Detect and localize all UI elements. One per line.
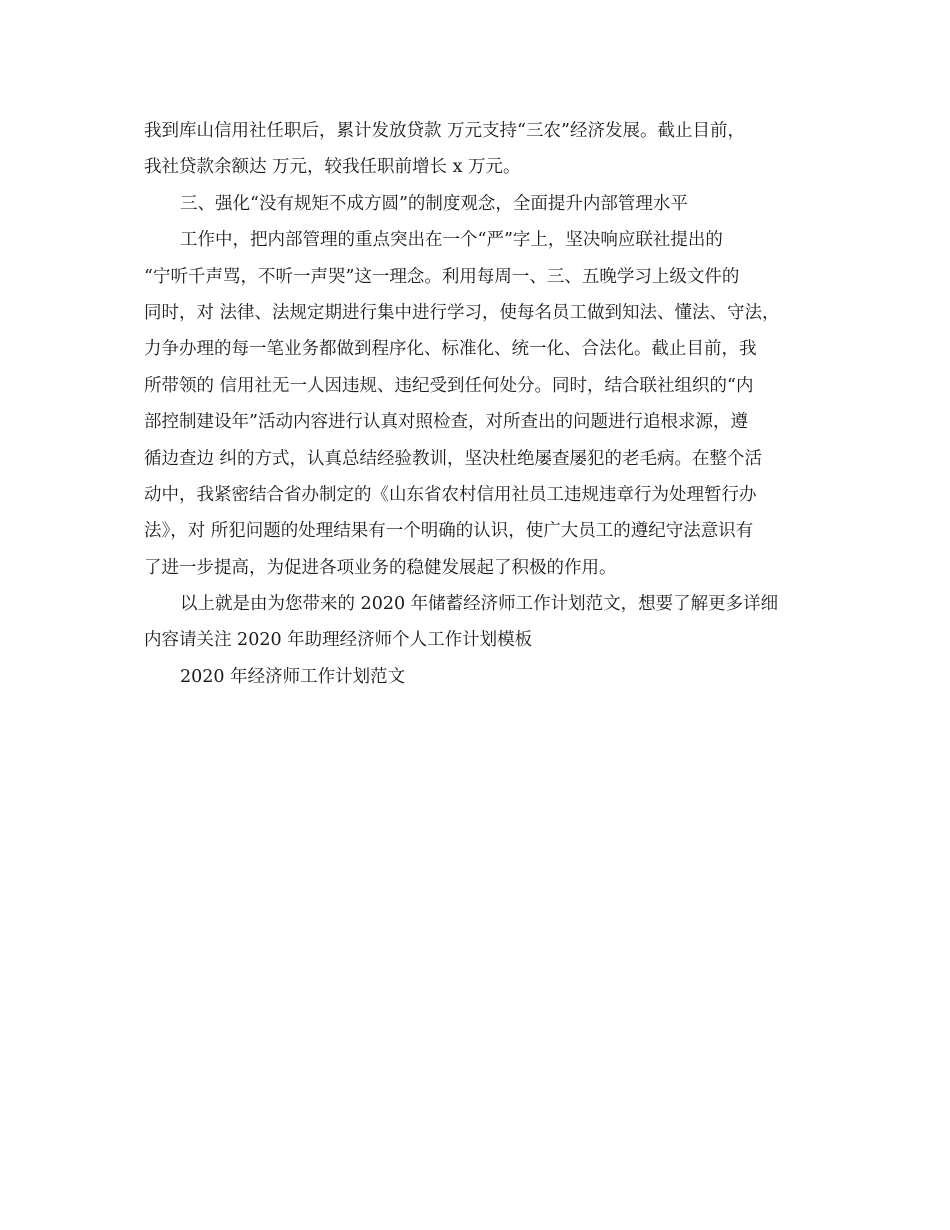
- closing-text-line: 内容请关注 2020 年助理经济师个人工作计划模板: [144, 630, 533, 651]
- body-text-line: 所带领的 信用社无一人因违规、违纪受到任何处分。同时，结合联社组织的“内: [144, 375, 754, 396]
- section-heading: 三、强化“没有规矩不成方圆”的制度观念，全面提升内部管理水平: [180, 193, 688, 214]
- body-text-line: 同时，对 法律、法规定期进行集中进行学习，使每名员工做到知法、懂法、守法，: [144, 302, 780, 323]
- body-text-line: 力争办理的每一笔业务都做到程序化、标准化、统一化、合法化。截止目前，我: [144, 339, 757, 360]
- body-text-line: 循边查边 纠的方式，认真总结经验教训，坚决杜绝屡查屡犯的老毛病。在整个活: [144, 448, 763, 469]
- body-text-line: 部控制建设年”活动内容进行认真对照检查，对所查出的问题进行追根求源，遵: [144, 412, 748, 433]
- body-text-line: 法》，对 所犯问题的处理结果有一个明确的认识，使广大员工的遵纪守法意识有: [144, 521, 754, 542]
- related-article-link[interactable]: 2020 年经济师工作计划范文: [180, 666, 406, 687]
- body-text-line: “宁听千声骂，不听一声哭”这一理念。利用每周一、三、五晚学习上级文件的: [144, 266, 740, 287]
- body-text-line: 动中，我紧密结合省办制定的《山东省农村信用社员工违规违章行为处理暂行办: [144, 484, 757, 505]
- document-body: [144, 113, 824, 695]
- body-text-line: 了进一步提高，为促进各项业务的稳健发展起了积极的作用。: [144, 557, 617, 578]
- body-text-line: 我社贷款余额达 万元，较我任职前增长 x 万元。: [144, 157, 521, 178]
- body-text-line: 工作中，把内部管理的重点突出在一个“严”字上，坚决响应联社提出的: [180, 230, 723, 251]
- body-text-line: 我到库山信用社任职后，累计发放贷款 万元支持“三农”经济发展。截止目前，: [144, 121, 745, 141]
- closing-text-line: 以上就是由为您带来的 2020 年储蓄经济师工作计划范文，想要了解更多详细: [180, 594, 779, 615]
